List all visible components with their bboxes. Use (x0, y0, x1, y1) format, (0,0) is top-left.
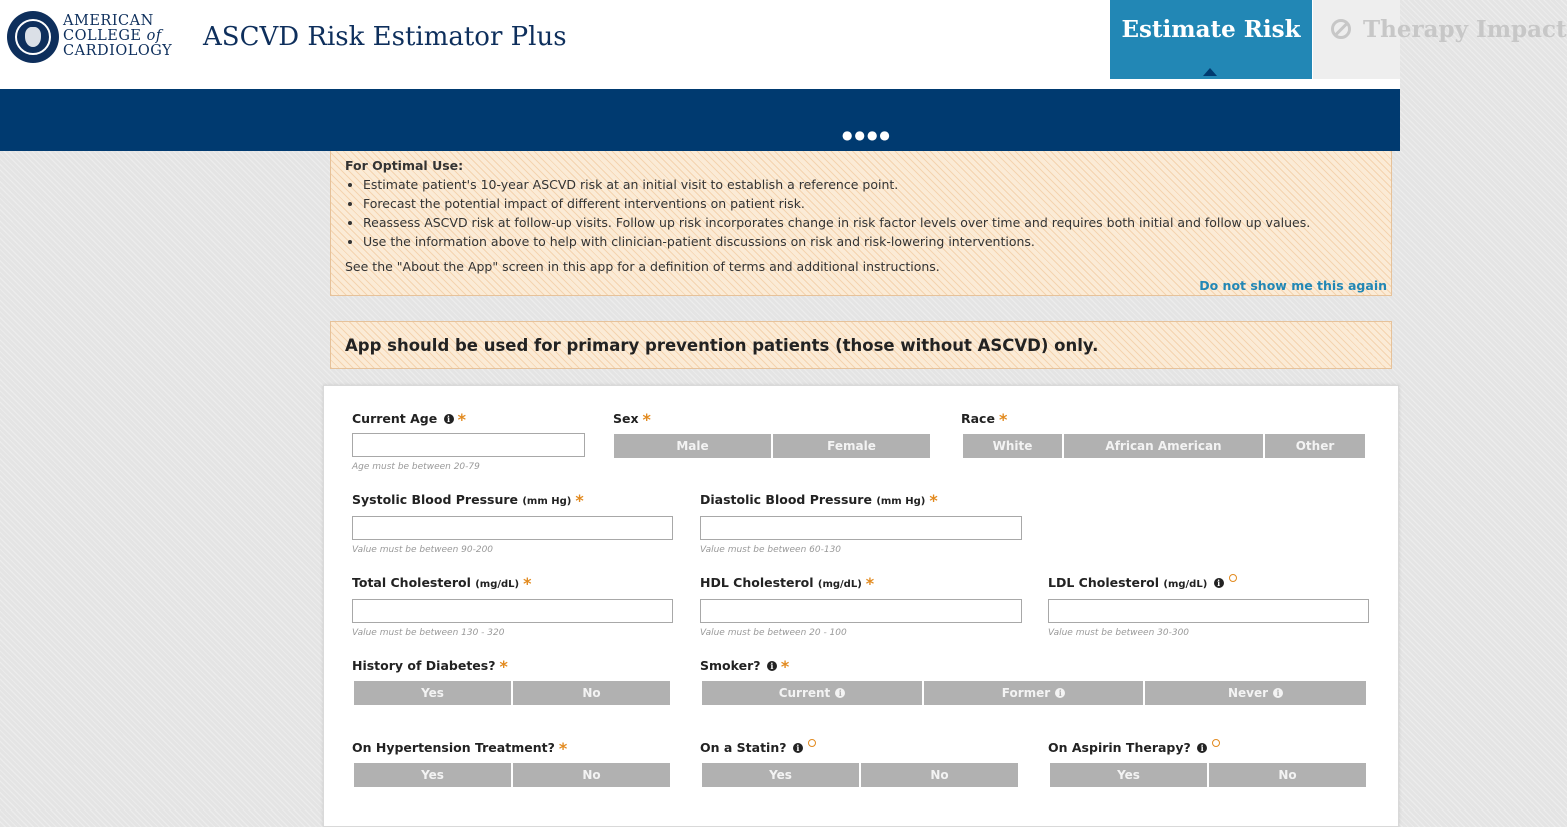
acc-seal-icon[interactable] (7, 11, 59, 63)
required-star-icon: * (558, 739, 568, 758)
aspirin-label-text: On Aspirin Therapy? (1048, 740, 1191, 755)
tab-therapy-impact[interactable] (1313, 0, 1567, 79)
htn-no-button[interactable]: No (513, 763, 670, 787)
hdl-label (700, 574, 874, 593)
required-star-icon: * (929, 491, 938, 510)
optimal-use-heading: For Optimal Use: (345, 158, 464, 173)
smoker-current-button[interactable] (702, 681, 922, 705)
race-label-text: Race (961, 411, 995, 426)
age-label-text: Current Age (352, 411, 438, 426)
org-line-2-italic: of (146, 28, 162, 44)
list-item: • Forecast the potential impact of different interventions on patient risk. (363, 194, 1377, 213)
tc-unit: (mg/dL) (475, 579, 520, 590)
dbp-hint: Value must be between 60-130 (700, 545, 842, 555)
tab-therapy-impact-label: Therapy Impact (1363, 16, 1567, 43)
info-icon[interactable]: i (1273, 688, 1283, 698)
dbp-label-text: Diastolic Blood Pressure (700, 492, 872, 507)
statin-yes-button[interactable]: Yes (702, 763, 859, 787)
dbp-input[interactable] (700, 516, 1022, 540)
org-line-3: CARDIOLOGY (63, 43, 173, 59)
statin-label (700, 739, 816, 755)
race-toggle (963, 434, 1365, 458)
race-african-american-button[interactable]: African American (1064, 434, 1263, 458)
diabetes-label-text: History of Diabetes? (352, 658, 496, 673)
sex-label (613, 410, 651, 429)
info-icon[interactable]: i (1197, 743, 1207, 753)
ldl-unit: (mg/dL) (1163, 579, 1208, 590)
statin-toggle (702, 763, 1018, 787)
race-label (961, 410, 1007, 429)
dbp-unit: (mm Hg) (876, 496, 926, 507)
smoker-never-button[interactable] (1145, 681, 1366, 705)
htn-yes-button[interactable]: Yes (354, 763, 511, 787)
race-white-button[interactable]: White (963, 434, 1062, 458)
aspirin-no-button[interactable]: No (1209, 763, 1366, 787)
org-line-2 (63, 29, 172, 44)
hdl-unit: (mg/dL) (817, 579, 862, 590)
smoker-label-text: Smoker? (700, 658, 761, 673)
race-other-button[interactable]: Other (1265, 434, 1365, 458)
info-icon[interactable]: i (1214, 578, 1224, 588)
ldl-input[interactable] (1048, 599, 1369, 623)
ldl-label (1048, 574, 1237, 590)
list-item: • Estimate patient's 10-year ASCVD risk at an initial visit to establish a reference point. (363, 175, 1377, 194)
primary-prevention-warning: App should be used for primary prevention patients (those without ASCVD) only. (330, 321, 1392, 369)
sbp-hint: Value must be between 90-200 (352, 545, 494, 555)
org-line-1: AMERICAN (63, 13, 154, 29)
org-name (63, 14, 172, 59)
htn-toggle (354, 763, 670, 787)
info-icon[interactable]: i (793, 743, 803, 753)
org-line-2-text: COLLEGE (63, 28, 142, 44)
optional-circle-icon (1229, 574, 1237, 582)
statin-label-text: On a Statin? (700, 740, 787, 755)
smoker-toggle (702, 681, 1366, 705)
top-header (0, 0, 1567, 89)
smoker-never-label: Never (1227, 686, 1269, 700)
sex-toggle (614, 434, 930, 458)
required-star-icon: * (457, 410, 466, 429)
nav-band (0, 89, 1400, 151)
age-label (352, 410, 466, 429)
tc-hint: Value must be between 130 - 320 (352, 628, 505, 638)
required-star-icon: * (575, 491, 584, 510)
smoker-former-label: Former (1001, 686, 1051, 700)
list-item: • Reassess ASCVD risk at follow-up visits. Follow up risk incorporates change in risk factor levels over time and requires both initial and follow up values. (363, 213, 1377, 232)
aspirin-label (1048, 739, 1220, 755)
required-star-icon: * (780, 657, 790, 676)
htn-label-text: On Hypertension Treatment? (352, 740, 555, 755)
optional-circle-icon (1212, 739, 1220, 747)
tc-input[interactable] (352, 599, 673, 623)
statin-no-button[interactable]: No (861, 763, 1018, 787)
list-item: • Use the information above to help with clinician-patient discussions on risk and risk-lowering interventions. (363, 232, 1377, 251)
info-icon[interactable]: i (444, 414, 454, 424)
hdl-input[interactable] (700, 599, 1022, 623)
sbp-label-text: Systolic Blood Pressure (352, 492, 518, 507)
optional-circle-icon (808, 739, 816, 747)
ldl-label-text: LDL Cholesterol (1048, 575, 1160, 590)
active-tab-caret (1203, 68, 1217, 76)
aspirin-toggle (1050, 763, 1366, 787)
info-icon[interactable]: i (1055, 688, 1065, 698)
hdl-hint: Value must be between 20 - 100 (700, 628, 847, 638)
risk-form-card (323, 385, 1399, 827)
required-star-icon: * (998, 410, 1008, 429)
diabetes-yes-button[interactable]: Yes (354, 681, 511, 705)
htn-label (352, 739, 567, 758)
age-hint: Age must be between 20-79 (352, 462, 480, 472)
info-icon[interactable]: i (835, 688, 845, 698)
sex-male-button[interactable]: Male (614, 434, 771, 458)
app-title: ASCVD Risk Estimator Plus (203, 22, 567, 52)
tc-label (352, 574, 532, 593)
tab-estimate-risk[interactable]: Estimate Risk (1110, 0, 1312, 79)
heart-icon (25, 27, 41, 47)
smoker-former-button[interactable] (924, 681, 1143, 705)
required-star-icon: * (642, 410, 651, 429)
aspirin-yes-button[interactable]: Yes (1050, 763, 1207, 787)
diabetes-label (352, 657, 508, 676)
diabetes-toggle (354, 681, 670, 705)
smoker-label (700, 657, 789, 676)
required-star-icon: * (865, 574, 875, 593)
ldl-hint: Value must be between 30-300 (1048, 628, 1190, 638)
not-allowed-icon (1331, 19, 1351, 39)
sbp-unit: (mm Hg) (522, 496, 572, 507)
info-icon[interactable]: i (767, 661, 777, 671)
hdl-label-text: HDL Cholesterol (700, 575, 814, 590)
step-dots[interactable]: ●●●● (842, 128, 892, 142)
age-input[interactable] (352, 433, 585, 457)
dbp-label (700, 491, 938, 510)
diabetes-no-button[interactable]: No (513, 681, 670, 705)
sex-female-button[interactable]: Female (773, 434, 930, 458)
optimal-use-panel (330, 151, 1392, 296)
sex-label-text: Sex (613, 411, 639, 426)
required-star-icon: * (499, 657, 508, 676)
tc-label-text: Total Cholesterol (352, 575, 471, 590)
optimal-use-list (345, 175, 1377, 251)
sbp-label (352, 491, 584, 510)
see-about-text: See the "About the App" screen in this app for a definition of terms and additional instructions. (345, 259, 940, 274)
required-star-icon: * (523, 574, 532, 593)
smoker-current-label: Current (778, 686, 831, 700)
sbp-input[interactable] (352, 516, 673, 540)
dismiss-link[interactable]: Do not show me this again (1199, 278, 1387, 293)
